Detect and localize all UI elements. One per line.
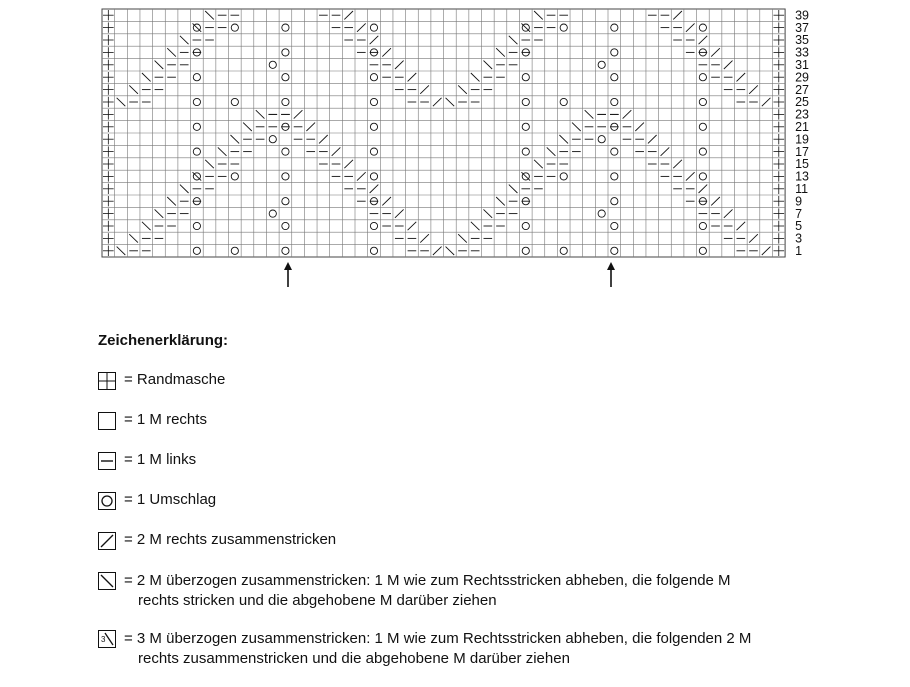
svg-text:3: 3 xyxy=(101,635,106,644)
legend-item-edge xyxy=(98,371,878,411)
knitting-chart xyxy=(0,0,910,300)
ssk-icon xyxy=(98,572,116,590)
legend-item-sk2p xyxy=(98,629,878,687)
row-number: 13 xyxy=(795,169,810,184)
legend xyxy=(98,332,878,687)
row-number: 35 xyxy=(795,33,810,48)
legend-text: = 1 Umschlag xyxy=(124,491,217,508)
row-number: 5 xyxy=(795,219,803,234)
row-number: 39 xyxy=(795,8,810,23)
row-number: 3 xyxy=(795,231,803,246)
chart-grid xyxy=(0,0,910,300)
row-number: 31 xyxy=(795,58,810,72)
row-number: 7 xyxy=(795,206,803,221)
legend-text xyxy=(124,571,731,611)
row-number: 19 xyxy=(795,132,810,147)
legend-text-line1: = 3 M überzogen zusammenstricken: 1 M wie zum Rechtsstricken abheben, die folgenden 2 M xyxy=(124,630,752,647)
legend-text xyxy=(124,629,751,669)
legend-item-purl xyxy=(98,451,878,491)
row-number: 11 xyxy=(795,182,809,196)
row-number: 25 xyxy=(795,95,810,110)
legend-item-k2tog xyxy=(98,531,878,571)
sk2p-icon xyxy=(98,630,116,648)
legend-item-yo xyxy=(98,491,878,531)
legend-item-knit xyxy=(98,411,878,451)
legend-text-line2: rechts zusammenstricken und die abgehobene M darüber ziehen xyxy=(138,650,570,667)
row-number: 37 xyxy=(795,20,810,35)
repeat-arrow-head xyxy=(284,262,292,270)
row-number: 15 xyxy=(795,157,810,172)
legend-text: = 2 M rechts zusammenstricken xyxy=(124,531,337,548)
yarn-over-icon xyxy=(98,492,116,510)
legend-item-ssk xyxy=(98,571,878,629)
row-number: 9 xyxy=(795,194,803,209)
row-number: 27 xyxy=(795,82,810,97)
row-number: 33 xyxy=(795,45,810,60)
row-number: 21 xyxy=(795,120,810,134)
legend-text: = 1 M rechts xyxy=(124,411,207,428)
row-number: 17 xyxy=(795,144,810,159)
legend-title: Zeichenerklärung: xyxy=(98,332,229,349)
row-number: 1 xyxy=(795,244,803,258)
knit-icon xyxy=(98,412,116,430)
row-number: 29 xyxy=(795,70,810,85)
legend-text: = Randmasche xyxy=(124,371,226,388)
repeat-arrow-head xyxy=(607,262,615,270)
legend-text-line1: = 2 M überzogen zusammenstricken: 1 M wie zum Rechtsstricken abheben, die folgende M xyxy=(124,572,731,589)
purl-icon xyxy=(98,452,116,470)
legend-text-line2: rechts stricken und die abgehobene M darüber ziehen xyxy=(138,592,497,609)
row-number: 23 xyxy=(795,107,810,122)
legend-text: = 1 M links xyxy=(124,451,197,468)
edge-stitch-icon xyxy=(98,372,116,390)
k2tog-icon xyxy=(98,532,116,550)
